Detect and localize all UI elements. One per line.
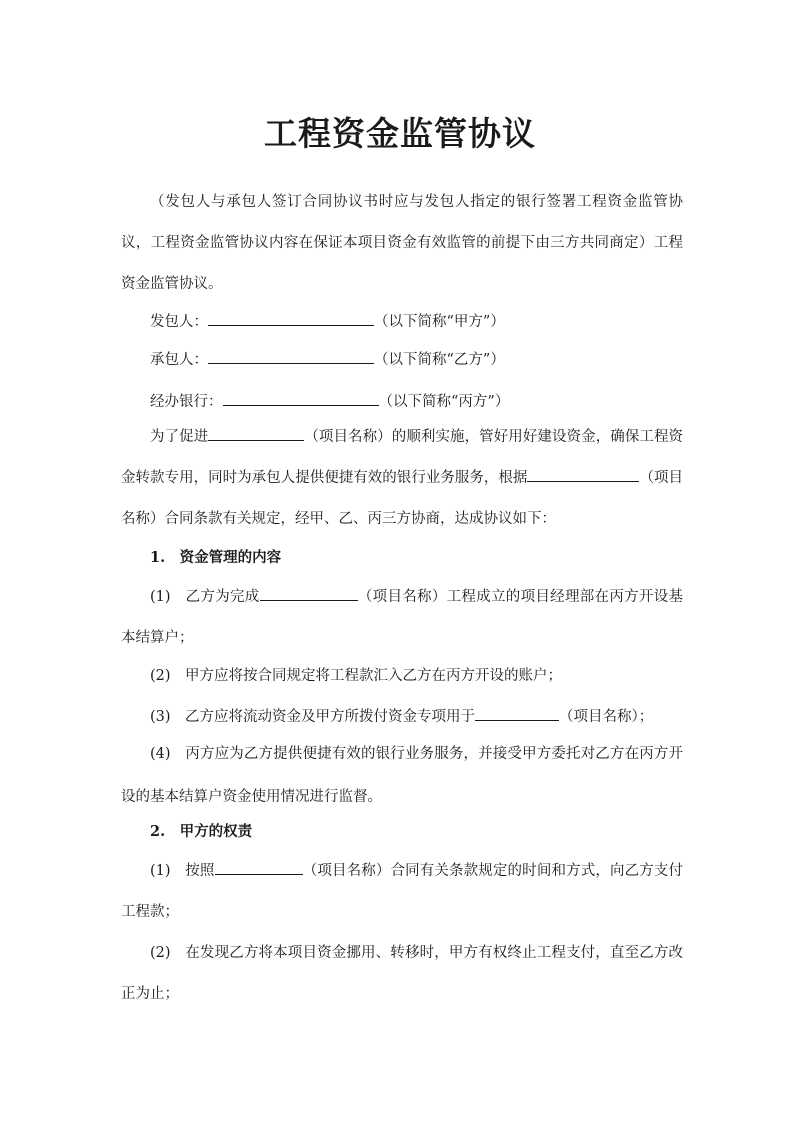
party-contractor [150, 348, 505, 370]
party-employer-suffix: （以下简称“甲方”） [374, 314, 505, 330]
section-2-item-2 [121, 933, 683, 1015]
preamble-text-1: 为了促进 [150, 429, 209, 445]
preamble-text-3: （项目名称）合同条款有关规定，经甲、乙、丙三方协商，达成协议如下： [121, 470, 684, 527]
party-bank-suffix: （以下简称“丙方”） [378, 394, 510, 410]
section-1-item-2-text: (2) 甲方应将按合同规定将工程款汇入乙方在丙方开设的账户； [150, 668, 563, 684]
party-bank-label: 经办银行： [150, 394, 223, 410]
section-2-heading: 2. 甲方的权责 [150, 823, 253, 840]
party-employer-blank[interactable] [208, 310, 374, 326]
section-2-item-2-text: (2) 在发现乙方将本项目资金挪用、转移时，甲方有权终止工程支付，直至乙方改正为止； [121, 945, 683, 1002]
section-1-item-1-text-a: (1) 乙方为完成 [150, 589, 260, 605]
section-2-item-1-text-b: （项目名称）合同有关条款规定的时间和方式，向乙方支付工程款； [121, 863, 684, 920]
intro-text: （发包人与承包人签订合同协议书时应与发包人指定的银行签署工程资金监管协议，工程资金监管协议内容在保证本项目资金有效监管的前提下由三方共同商定）工程资金监管协议。 [121, 194, 683, 292]
preamble-project-blank-2[interactable] [527, 466, 639, 482]
section-1-item-4 [121, 733, 683, 819]
section-2-item-1-text-a: (1) 按照 [150, 863, 215, 879]
party-employer-label: 发包人： [150, 314, 208, 330]
section-1-item-2 [150, 666, 562, 686]
page-title: 工程资金监管协议 [264, 114, 536, 153]
party-bank-blank[interactable] [223, 390, 379, 406]
section-1-item-3-blank[interactable] [475, 705, 559, 721]
section-1-item-1-text-b: （项目名称）工程成立的项目经理部在丙方开设基本结算户； [121, 589, 684, 646]
party-employer [150, 310, 505, 332]
preamble-project-blank-1[interactable] [208, 425, 304, 441]
party-bank [150, 390, 509, 412]
section-1-item-3-text-b: （项目名称）； [559, 709, 654, 725]
party-contractor-suffix: （以下简称“乙方”） [374, 352, 505, 368]
section-1-item-1 [121, 577, 683, 659]
party-contractor-blank[interactable] [208, 348, 374, 364]
section-1-item-1-blank[interactable] [260, 585, 358, 601]
preamble-paragraph [121, 417, 683, 540]
section-1-heading: 1. 资金管理的内容 [150, 549, 282, 566]
section-2-item-1-blank[interactable] [215, 859, 303, 875]
section-2-item-1 [121, 851, 683, 933]
section-1-item-3 [150, 705, 653, 727]
party-contractor-label: 承包人： [150, 352, 208, 368]
intro-paragraph [121, 182, 683, 305]
section-1-item-3-text-a: (3) 乙方应将流动资金及甲方所拨付资金专项用于 [150, 709, 476, 725]
section-1-item-4-text: (4) 丙方应为乙方提供便捷有效的银行业务服务，并接受甲方委托对乙方在丙方开设的基本结算户资金使用情况进行监督。 [121, 746, 683, 805]
preamble-text-2: （项目名称）的顺利实施，管好用好建设资金，确保工程资金转款专用，同时为承包人提供便捷有效的银行业务服务，根据 [121, 429, 684, 486]
